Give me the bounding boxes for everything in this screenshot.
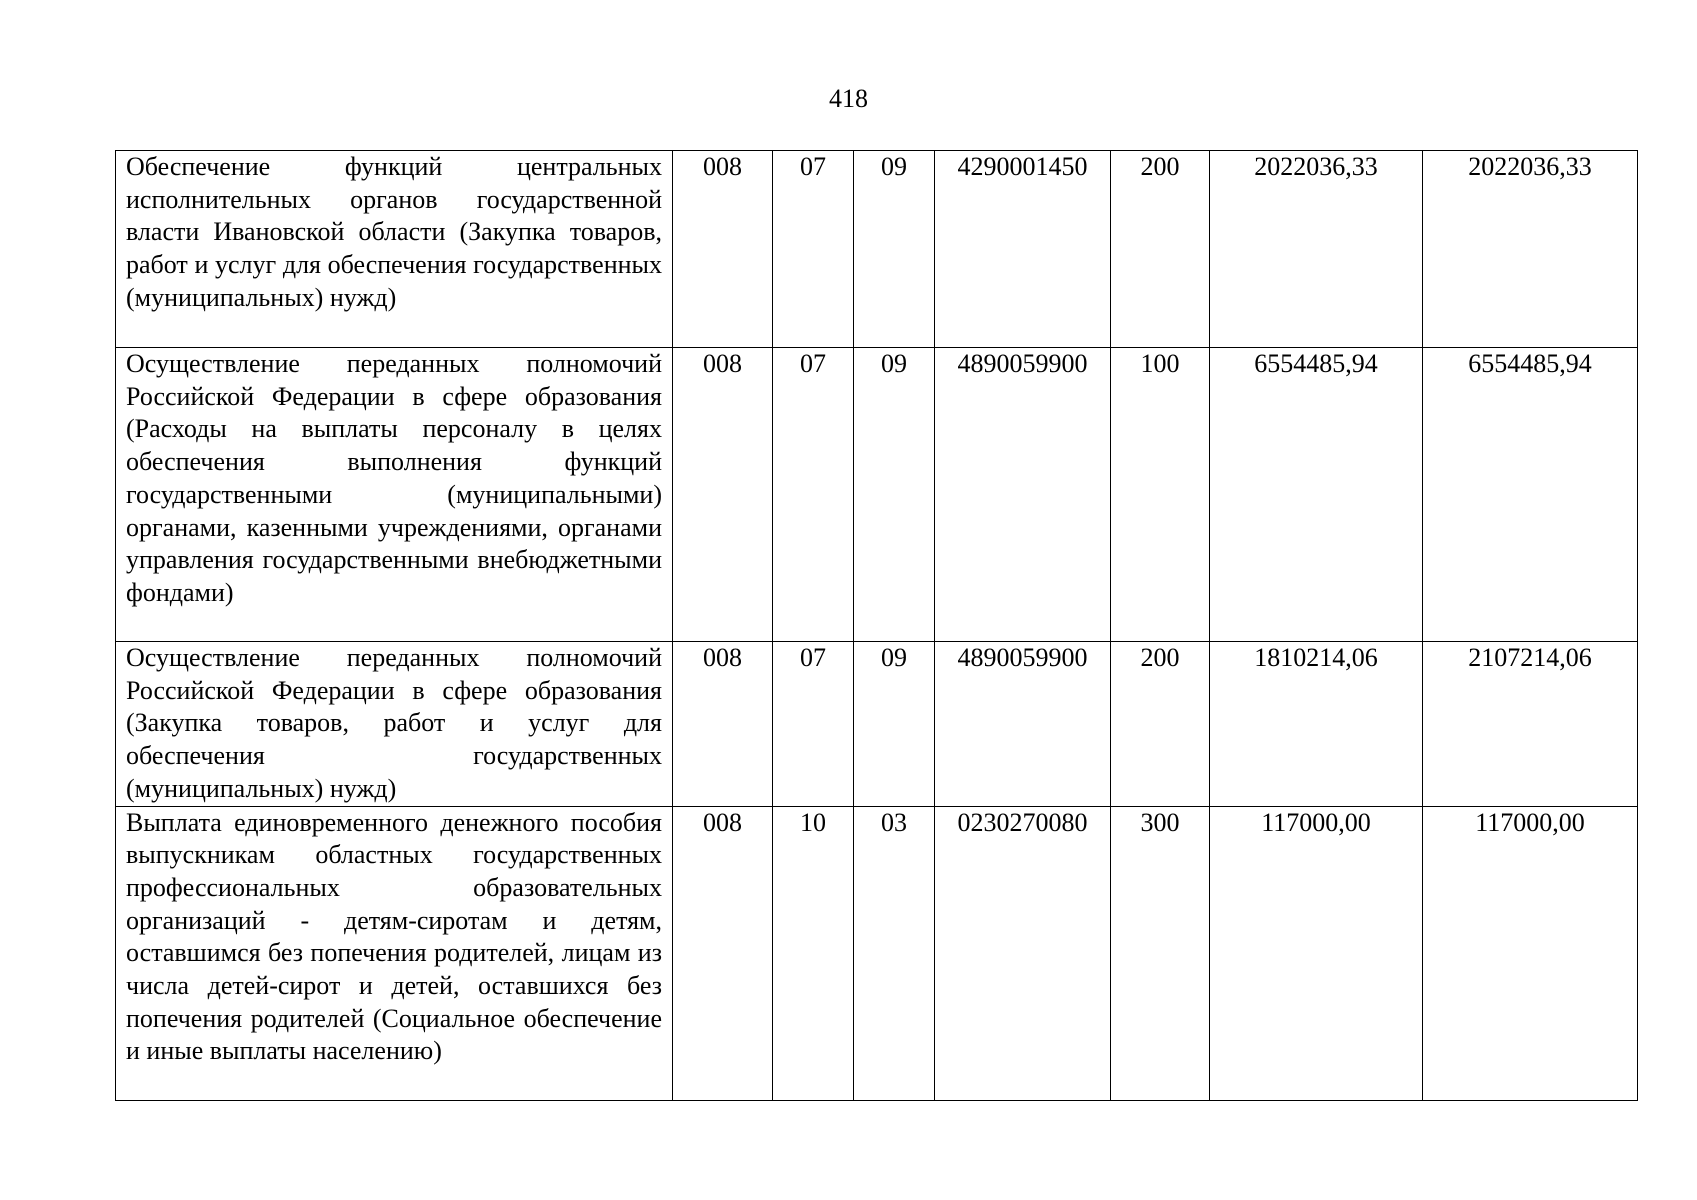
table-row xyxy=(116,151,1638,348)
table-row xyxy=(116,806,1638,1100)
target-article-code: 4290001450 xyxy=(935,151,1111,348)
page-number: 418 xyxy=(829,84,868,113)
expense-type-code: 100 xyxy=(1111,348,1210,642)
row-description: Выплата единовременного денежного пособия выпускникам областных государственных профессиональных образовательных организаций - детям-сиротам и детям, оставшимся без попечения родителей, лицам из числа детей-сирот и детей, оставшихся без попечения родителей (Социальное обеспечение и иные выплаты населению) xyxy=(116,806,673,1100)
section-code: 07 xyxy=(773,642,854,807)
table-row xyxy=(116,642,1638,807)
section-code: 07 xyxy=(773,348,854,642)
section-code: 10 xyxy=(773,806,854,1100)
subsection-code: 03 xyxy=(854,806,935,1100)
amount-first: 2022036,33 xyxy=(1210,151,1423,348)
amount-second: 2022036,33 xyxy=(1423,151,1638,348)
table-row xyxy=(116,348,1638,642)
target-article-code: 0230270080 xyxy=(935,806,1111,1100)
target-article-code: 4890059900 xyxy=(935,642,1111,807)
ministry-code: 008 xyxy=(673,151,773,348)
amount-second: 117000,00 xyxy=(1423,806,1638,1100)
amount-second: 6554485,94 xyxy=(1423,348,1638,642)
target-article-code: 4890059900 xyxy=(935,348,1111,642)
row-description: Обеспечение функций центральных исполнительных органов государственной власти Ивановской области (Закупка товаров, работ и услуг для обеспечения государственных (муниципальных) нужд) xyxy=(116,151,673,348)
amount-first: 6554485,94 xyxy=(1210,348,1423,642)
amount-first: 117000,00 xyxy=(1210,806,1423,1100)
ministry-code: 008 xyxy=(673,348,773,642)
subsection-code: 09 xyxy=(854,151,935,348)
section-code: 07 xyxy=(773,151,854,348)
row-description: Осуществление переданных полномочий Российской Федерации в сфере образования (Расходы на выплаты персоналу в целях обеспечения выполнения функций государственными (муниципальными) органами, казенными учреждениями, органами управления государственными внебюджетными фондами) xyxy=(116,348,673,642)
expense-type-code: 300 xyxy=(1111,806,1210,1100)
expense-type-code: 200 xyxy=(1111,642,1210,807)
subsection-code: 09 xyxy=(854,348,935,642)
amount-second: 2107214,06 xyxy=(1423,642,1638,807)
expense-type-code: 200 xyxy=(1111,151,1210,348)
budget-table xyxy=(115,150,1638,1101)
subsection-code: 09 xyxy=(854,642,935,807)
ministry-code: 008 xyxy=(673,806,773,1100)
amount-first: 1810214,06 xyxy=(1210,642,1423,807)
row-description: Осуществление переданных полномочий Российской Федерации в сфере образования (Закупка товаров, работ и услуг для обеспечения государственных (муниципальных) нужд) xyxy=(116,642,673,807)
ministry-code: 008 xyxy=(673,642,773,807)
